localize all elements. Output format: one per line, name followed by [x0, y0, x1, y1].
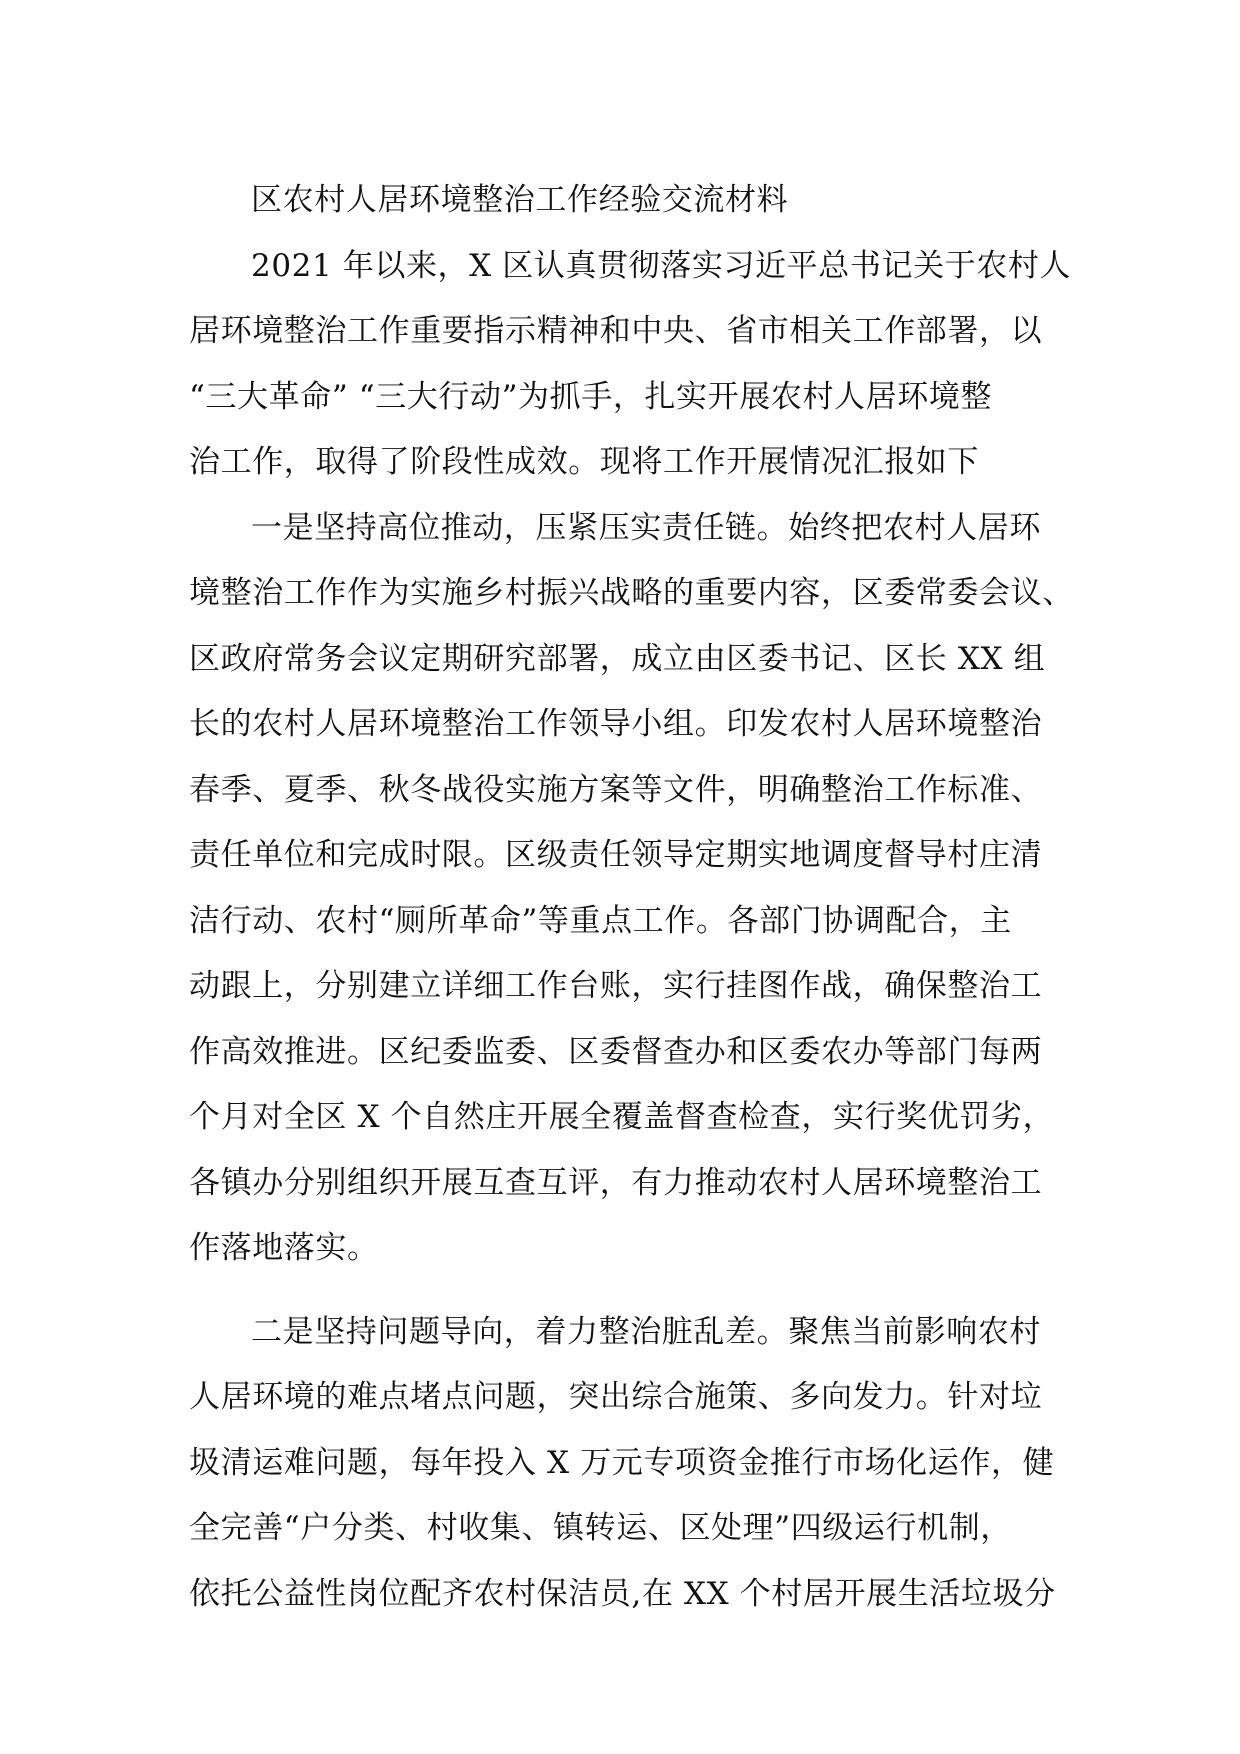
- text-line: 作落地落实。: [189, 1230, 379, 1266]
- text-line: 春季、夏季、秋冬战役实施方案等文件，明确整治工作标准、: [189, 771, 1043, 808]
- text-line: 各镇办分别组织开展互查互评，有力推动农村人居环境整治工: [189, 1164, 1043, 1201]
- document-title: 区农村人居环境整治工作经验交流材料: [251, 182, 789, 218]
- text-line: 治工作，取得了阶段性成效。现将工作开展情况汇报如下: [189, 444, 979, 480]
- text-line: 一是坚持高位推动，压紧压实责任链。始终把农村人居环: [251, 509, 1041, 546]
- text-line: 2021 年以来，X 区认真贯彻落实习近平总书记关于农村人: [251, 247, 1072, 284]
- text-line: 作高效推进。区纪委监委、区委督查办和区委农办等部门每两: [189, 1033, 1043, 1070]
- text-line: “三大革命” “三大行动”为抓手，扎实开展农村人居环境整: [189, 378, 993, 415]
- text-line: 人居环境的难点堵点问题，突出综合施策、多向发力。针对垃: [189, 1379, 1043, 1415]
- text-line: 圾清运难问题，每年投入 X 万元专项资金推行市场化运作，健: [189, 1444, 1055, 1481]
- text-line: 个月对全区 X 个自然庄开展全覆盖督查检查，实行奖优罚劣，: [189, 1099, 1055, 1135]
- text-line: 洁行动、农村“厕所革命”等重点工作。各部门协调配合，主: [189, 902, 1012, 939]
- text-line: 居环境整治工作重要指示精神和中央、省市相关工作部署，以: [189, 313, 1043, 349]
- text-line: 责任单位和完成时限。区级责任领导定期实地调度督导村庄清: [189, 837, 1043, 873]
- paragraph-two: [189, 1300, 1069, 1628]
- text-line: 境整治工作作为实施乡村振兴战略的重要内容，区委常委会议、: [189, 575, 1074, 611]
- text-line: 二是坚持问题导向，着力整治脏乱差。聚焦当前影响农村: [251, 1313, 1041, 1350]
- text-line: 依托公益性岗位配齐农村保洁员,在 XX 个村居开展生活垃圾分: [189, 1575, 1056, 1612]
- paragraph-one: [189, 496, 1074, 1282]
- document-body: [189, 168, 1074, 1627]
- paragraph-intro: [189, 234, 1072, 496]
- text-line: 动跟上，分别建立详细工作台账，实行挂图作战，确保整治工: [189, 968, 1043, 1004]
- text-line: 全完善“户分类、村收集、镇转运、区处理”四级运行机制，: [189, 1510, 1012, 1546]
- text-line: 区政府常务会议定期研究部署，成立由区委书记、区长 XX 组: [189, 640, 1046, 677]
- text-line: 长的农村人居环境整治工作领导小组。印发农村人居环境整治: [189, 706, 1043, 742]
- paragraph-gap: [189, 1282, 1069, 1300]
